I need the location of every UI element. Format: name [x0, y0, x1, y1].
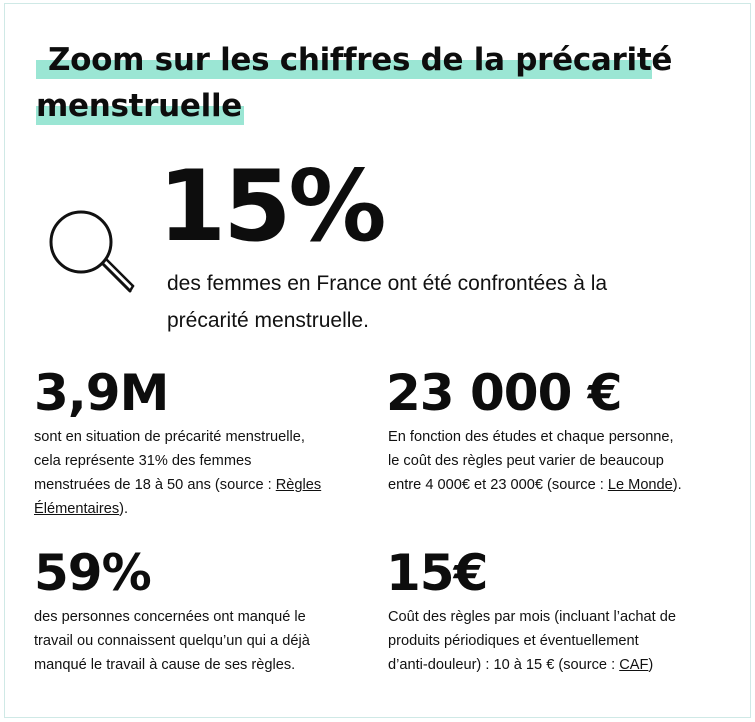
- stat-1-tail: ).: [119, 501, 129, 517]
- stat-3-line-3: manqué le travail à cause de ses règles.: [34, 657, 296, 673]
- stat-1-line-2: cela représente 31% des femmes: [34, 453, 252, 469]
- stat-4-line-3: [388, 653, 738, 677]
- stat-2-line-1: En fonction des études et chaque personne,: [388, 429, 674, 445]
- stat-value-4: 15€: [386, 544, 488, 602]
- stat-description-1: [34, 425, 374, 521]
- stat-2-line-3-text: entre 4 000€ et 23 000€ (source :: [388, 477, 608, 493]
- stat-2-line-3: [388, 473, 738, 497]
- stat-1-line-3-text: menstruées de 18 à 50 ans (source :: [34, 477, 276, 493]
- stat-1-line-1: sont en situation de précarité menstruelle,: [34, 429, 305, 445]
- stat-3-line-2: travail ou connaissent quelqu’un qui a déjà: [34, 633, 310, 649]
- stat-4-line-2: produits périodiques et éventuellement: [388, 633, 639, 649]
- stat-description-2: [388, 425, 738, 497]
- stat-value-3: 59%: [34, 544, 151, 602]
- stat-1-line-3: [34, 473, 374, 497]
- headline-desc-line-2: précarité menstruelle.: [167, 309, 369, 332]
- stat-description-4: [388, 605, 738, 677]
- source-link-le-monde[interactable]: Le Monde: [607, 477, 673, 493]
- stat-4-line-3-text: d’anti-douleur) : 10 à 15 € (source :: [388, 657, 620, 673]
- stat-value-2: 23 000 €: [386, 364, 622, 422]
- page-title-line-1: Zoom sur les chiffres de la précarité: [48, 42, 673, 78]
- headline-description: [167, 265, 727, 339]
- stat-description-3: [34, 605, 374, 677]
- stat-4-tail: ): [648, 657, 654, 673]
- headline-value: 15%: [158, 150, 384, 264]
- stat-2-tail: ).: [672, 477, 682, 493]
- stat-2-line-2: le coût des règles peut varier de beaucoup: [388, 453, 664, 469]
- source-link-regles-elementaires-1[interactable]: Règles: [275, 477, 322, 493]
- stat-1-line-4: [34, 497, 374, 521]
- headline-desc-line-1: des femmes en France ont été confrontées à la: [167, 272, 608, 295]
- source-link-regles-elementaires-2[interactable]: Élémentaires: [34, 501, 120, 517]
- page-title-line-2: menstruelle: [36, 88, 243, 124]
- stat-4-line-1: Coût des règles par mois (incluant l’achat de: [388, 609, 676, 625]
- magnifying-glass-icon: [44, 205, 139, 300]
- source-link-caf[interactable]: CAF: [619, 657, 649, 673]
- stat-value-1: 3,9M: [34, 364, 169, 422]
- stat-3-line-1: des personnes concernées ont manqué le: [34, 609, 306, 625]
